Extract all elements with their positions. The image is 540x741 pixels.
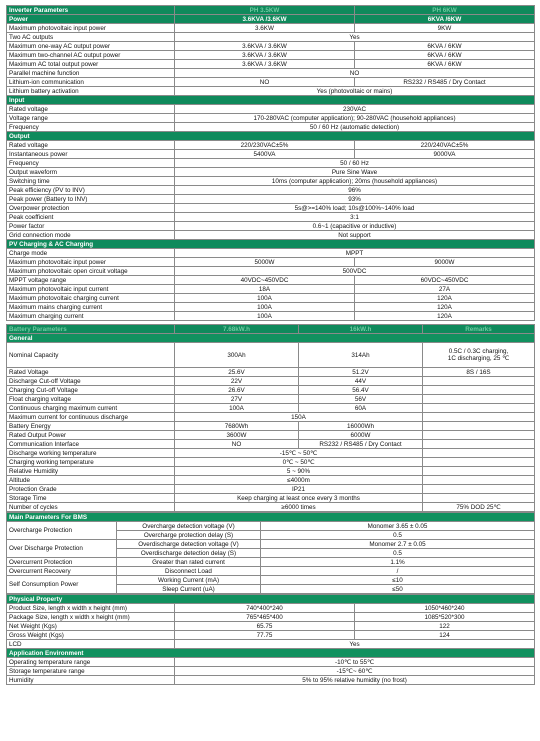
bms-parameter: Working Current (mA) — [117, 576, 261, 585]
table-row — [7, 622, 535, 631]
parameter-value: 18A — [175, 285, 355, 294]
parameter-value: Yes — [175, 640, 535, 649]
section-title: Power — [7, 15, 175, 24]
parameter-label: Grid connection mode — [7, 231, 175, 240]
parameter-value: NO — [175, 78, 355, 87]
table-row — [7, 267, 535, 276]
parameter-value: 25.6V — [175, 368, 299, 377]
parameter-value: 5s@>=140% load; 10s@100%~140% load — [175, 204, 535, 213]
bms-group-label: Overcurrent Recovery — [7, 567, 117, 576]
parameter-label: Nominal Capacity — [7, 343, 175, 368]
parameter-label: Battery Energy — [7, 422, 175, 431]
model-ph-3-5kw-header: PH 3.5KW — [175, 6, 355, 15]
parameter-value: 27V — [175, 395, 299, 404]
parameter-label: Storage temperature range — [7, 667, 175, 676]
table-row — [7, 476, 535, 485]
bms-value: 0.5 — [261, 549, 535, 558]
parameter-label: Maximum photovoltaic charging current — [7, 294, 175, 303]
table-row — [7, 458, 535, 467]
remarks-cell — [423, 485, 535, 494]
table-row — [7, 177, 535, 186]
parameter-label: Charge mode — [7, 249, 175, 258]
bms-group-label: Self Consumption Power — [7, 576, 117, 594]
parameter-value: 124 — [355, 631, 535, 640]
table-row — [7, 576, 535, 585]
table-row — [7, 105, 535, 114]
parameter-value: 6000W — [299, 431, 423, 440]
table-row — [7, 343, 535, 368]
parameter-label: Charging working temperature — [7, 458, 175, 467]
table-row — [7, 276, 535, 285]
parameter-value: 50 / 60 Hz (automatic detection) — [175, 123, 535, 132]
bms-value: ≤50 — [261, 585, 535, 594]
parameter-label: Discharge working temperature — [7, 449, 175, 458]
section-title: General — [7, 334, 535, 343]
parameter-value: 120A — [355, 312, 535, 321]
parameter-value: 170-280VAC (computer application); 90-280VAC (household appliances) — [175, 114, 535, 123]
parameter-label: Parallel machine function — [7, 69, 175, 78]
parameter-value: 3.6KVA / 3.6KW — [175, 60, 355, 69]
parameter-value: 77.75 — [175, 631, 355, 640]
remarks-cell — [423, 395, 535, 404]
bms-group-label: Overcharge Protection — [7, 522, 117, 540]
table-row — [7, 413, 535, 422]
section-value: 3.6KVA /3.6KW — [175, 15, 355, 24]
section-title: Output — [7, 132, 535, 141]
parameter-value: 5 ~ 90% — [175, 467, 423, 476]
table-row — [7, 285, 535, 294]
parameter-label: Voltage range — [7, 114, 175, 123]
table-row — [7, 186, 535, 195]
table-row — [7, 87, 535, 96]
parameter-value: 60VDC~450VDC — [355, 276, 535, 285]
parameter-value: ≤4000m — [175, 476, 423, 485]
table-row — [7, 222, 535, 231]
table-row — [7, 368, 535, 377]
remark-line: 0.5C / 0.3C charging, — [448, 348, 509, 355]
parameter-value: 40VDC~450VDC — [175, 276, 355, 285]
parameter-value: 220/230VAC±5% — [175, 141, 355, 150]
remarks-cell — [423, 467, 535, 476]
parameter-label: Net Weight (Kgs) — [7, 622, 175, 631]
section-row — [7, 334, 535, 343]
parameter-value: 100A — [175, 294, 355, 303]
parameter-value: -15℃ ~ 50℃ — [175, 449, 423, 458]
table-row — [7, 123, 535, 132]
section-title: Physical Property — [7, 595, 535, 604]
table-row — [7, 204, 535, 213]
parameter-value: 60A — [299, 404, 423, 413]
parameter-label: Humidity — [7, 676, 175, 685]
bms-parameter: Sleep Current (uA) — [117, 585, 261, 594]
table-row — [7, 114, 535, 123]
parameter-value: 100A — [175, 303, 355, 312]
parameter-label: Lithium-ion communication — [7, 78, 175, 87]
parameter-label: Overpower protection — [7, 204, 175, 213]
battery-header-label: Battery Parameters — [7, 325, 175, 334]
parameter-label: Communication Interface — [7, 440, 175, 449]
parameter-value: 120A — [355, 294, 535, 303]
parameter-label: Rated Voltage — [7, 368, 175, 377]
section-row — [7, 96, 535, 105]
table-row — [7, 558, 535, 567]
parameter-label: Maximum photovoltaic input power — [7, 258, 175, 267]
parameter-value: 93% — [175, 195, 535, 204]
bms-header-row — [7, 513, 535, 522]
table-row — [7, 676, 535, 685]
parameter-value: 6KVA / 6KW — [355, 60, 535, 69]
bms-value: Monomer 3.65 ± 0.05 — [261, 522, 535, 531]
table-row — [7, 33, 535, 42]
bms-parameter: Disconnect Load — [117, 567, 261, 576]
parameter-value: 51.2V — [299, 368, 423, 377]
table-row — [7, 440, 535, 449]
table-row — [7, 431, 535, 440]
remarks-cell — [423, 449, 535, 458]
remarks-cell — [423, 431, 535, 440]
bms-parameter: Overdischarge detection voltage (V) — [117, 540, 261, 549]
physical-header-row — [7, 595, 535, 604]
parameter-label: Two AC outputs — [7, 33, 175, 42]
parameter-label: Maximum current for continuous discharge — [7, 413, 175, 422]
parameter-label: Relative Humidity — [7, 467, 175, 476]
parameter-value: 5000W — [175, 258, 355, 267]
parameter-value: 0.6~1 (capacitive or inductive) — [175, 222, 535, 231]
table-row — [7, 494, 535, 503]
table-row — [7, 667, 535, 676]
table-row — [7, 377, 535, 386]
parameter-label: Discharge Cut-off Voltage — [7, 377, 175, 386]
parameter-value: 56V — [299, 395, 423, 404]
parameter-label: Rated Output Power — [7, 431, 175, 440]
parameter-label: Maximum AC total output power — [7, 60, 175, 69]
table-row — [7, 467, 535, 476]
table-row — [7, 51, 535, 60]
table-row — [7, 485, 535, 494]
table-row — [7, 78, 535, 87]
table-row — [7, 168, 535, 177]
table-row — [7, 231, 535, 240]
table-row — [7, 258, 535, 267]
parameter-value: 3.6KVA / 3.6KW — [175, 42, 355, 51]
bms-parameter: Greater than rated current — [117, 558, 261, 567]
section-value: 6KVA /6KW — [355, 15, 535, 24]
bms-value: 1.1% — [261, 558, 535, 567]
table-row — [7, 658, 535, 667]
table-row — [7, 449, 535, 458]
parameter-value: 9000W — [355, 258, 535, 267]
bms-parameters-table — [6, 512, 535, 594]
parameter-label: Charging Cut-off Voltage — [7, 386, 175, 395]
parameter-value: 314Ah — [299, 343, 423, 368]
parameter-label: LCD — [7, 640, 175, 649]
parameter-value: Pure Sine Wave — [175, 168, 535, 177]
table-row — [7, 422, 535, 431]
section-title: Application Environment — [7, 649, 535, 658]
table-row — [7, 604, 535, 613]
inverter-header-row — [7, 6, 535, 15]
table-row — [7, 503, 535, 512]
parameter-value: 27A — [355, 285, 535, 294]
parameter-label: Product Size, length x width x height (mm) — [7, 604, 175, 613]
table-row — [7, 567, 535, 576]
parameter-label: MPPT voltage range — [7, 276, 175, 285]
parameter-value: 500VDC — [175, 267, 535, 276]
parameter-label: Continuous charging maximum current — [7, 404, 175, 413]
parameter-label: Power factor — [7, 222, 175, 231]
parameter-value: 5% to 95% relative humidity (no frost) — [175, 676, 535, 685]
table-row — [7, 249, 535, 258]
parameter-value: 100A — [175, 312, 355, 321]
inverter-parameters-table — [6, 5, 535, 321]
parameter-label: Frequency — [7, 123, 175, 132]
parameter-value: 65.75 — [175, 622, 355, 631]
table-row — [7, 141, 535, 150]
table-row — [7, 522, 535, 531]
table-row — [7, 312, 535, 321]
parameter-value: 44V — [299, 377, 423, 386]
parameter-label: Maximum one-way AC output power — [7, 42, 175, 51]
parameter-label: Peak efficiency (PV to INV) — [7, 186, 175, 195]
parameter-value: 96% — [175, 186, 535, 195]
remarks-cell — [423, 413, 535, 422]
parameter-value: ≥6000 times — [175, 503, 423, 512]
parameter-value: Yes (photovoltaic or mains) — [175, 87, 535, 96]
remarks-cell — [423, 404, 535, 413]
parameter-label: Frequency — [7, 159, 175, 168]
parameter-label: Peak coefficient — [7, 213, 175, 222]
parameter-value: 220/240VAC±5% — [355, 141, 535, 150]
parameter-label: Maximum photovoltaic input power — [7, 24, 175, 33]
parameter-value: 765*465*400 — [175, 613, 355, 622]
remarks-cell — [423, 458, 535, 467]
parameter-value: -10℃ to 55℃ — [175, 658, 535, 667]
parameter-value: 3.6KVA / 3.6KW — [175, 51, 355, 60]
table-row — [7, 540, 535, 549]
parameter-label: Instantaneous power — [7, 150, 175, 159]
parameter-value: 7680Wh — [175, 422, 299, 431]
table-row — [7, 60, 535, 69]
model-ph-6kw-header: PH 6KW — [355, 6, 535, 15]
table-row — [7, 613, 535, 622]
battery-7-68kwh-header: 7.68kW.h — [175, 325, 299, 334]
parameter-label: Lithium battery activation — [7, 87, 175, 96]
parameter-value: -15℃~ 60℃ — [175, 667, 535, 676]
section-title: PV Charging & AC Charging — [7, 240, 535, 249]
parameter-label: Gross Weight (Kgs) — [7, 631, 175, 640]
parameter-value: 122 — [355, 622, 535, 631]
parameter-value: Yes — [175, 33, 535, 42]
parameter-label: Protection Grade — [7, 485, 175, 494]
inverter-header-label: Inverter Parameters — [7, 6, 175, 15]
bms-value: 0.5 — [261, 531, 535, 540]
bms-parameter: Overdischarge detection delay (S) — [117, 549, 261, 558]
parameter-label: Number of cycles — [7, 503, 175, 512]
parameter-value: 230VAC — [175, 105, 535, 114]
remarks-cell — [423, 494, 535, 503]
remarks-cell — [423, 440, 535, 449]
parameter-label: Rated voltage — [7, 141, 175, 150]
parameter-value: 5400VA — [175, 150, 355, 159]
table-row — [7, 631, 535, 640]
table-row — [7, 294, 535, 303]
parameter-value: 10ms (computer application); 20ms (household appliances) — [175, 177, 535, 186]
remark-line: 1C discharging, 25 ℃ — [447, 355, 510, 362]
parameter-value: 16000Wh — [299, 422, 423, 431]
remarks-cell — [423, 476, 535, 485]
parameter-value: 100A — [175, 404, 299, 413]
parameter-label: Peak power (Battery to INV) — [7, 195, 175, 204]
parameter-value: MPPT — [175, 249, 535, 258]
remarks-cell: 8S / 16S — [423, 368, 535, 377]
section-row — [7, 132, 535, 141]
remarks-cell — [423, 422, 535, 431]
parameter-value: 3.6KW — [175, 24, 355, 33]
battery-header-row — [7, 325, 535, 334]
parameter-value: 22V — [175, 377, 299, 386]
parameter-value: NO — [175, 440, 299, 449]
parameter-label: Maximum photovoltaic open circuit voltage — [7, 267, 175, 276]
bms-value: / — [261, 567, 535, 576]
section-title: Main Parameters For BMS — [7, 513, 535, 522]
parameter-label: Maximum two-channel AC output power — [7, 51, 175, 60]
bms-value: ≤10 — [261, 576, 535, 585]
parameter-value: 1050*460*240 — [355, 604, 535, 613]
parameter-value: 3:1 — [175, 213, 535, 222]
parameter-value: 0℃ ~ 50℃ — [175, 458, 423, 467]
parameter-value: 3600W — [175, 431, 299, 440]
bms-value: Monomer 2.7 ± 0.05 — [261, 540, 535, 549]
parameter-value: 1085*520*300 — [355, 613, 535, 622]
parameter-value: IP21 — [175, 485, 423, 494]
parameter-value: 56.4V — [299, 386, 423, 395]
battery-16kwh-header: 16kW.h — [299, 325, 423, 334]
parameter-value: 9000VA — [355, 150, 535, 159]
remarks-header: Remarks — [423, 325, 535, 334]
parameter-label: Maximum charging current — [7, 312, 175, 321]
parameter-label: Storage Time — [7, 494, 175, 503]
parameter-value: 120A — [355, 303, 535, 312]
bms-parameter: Overcharge detection voltage (V) — [117, 522, 261, 531]
parameter-label: Rated voltage — [7, 105, 175, 114]
bms-group-label: Overcurrent Protection — [7, 558, 117, 567]
table-row — [7, 386, 535, 395]
parameter-value: 50 / 60 Hz — [175, 159, 535, 168]
table-row — [7, 640, 535, 649]
parameter-value: 9KW — [355, 24, 535, 33]
physical-property-table — [6, 594, 535, 685]
parameter-label: Package Size, length x width x height (mm) — [7, 613, 175, 622]
table-row — [7, 395, 535, 404]
bms-parameter: Overcharge protection delay (S) — [117, 531, 261, 540]
table-row — [7, 42, 535, 51]
section-title: Input — [7, 96, 535, 105]
parameter-value: RS232 / RS485 / Dry Contact — [355, 78, 535, 87]
parameter-label: Float charging voltage — [7, 395, 175, 404]
table-row — [7, 159, 535, 168]
bms-group-label: Over Discharge Protection — [7, 540, 117, 558]
parameter-label: Output waveform — [7, 168, 175, 177]
parameter-value: 300Ah — [175, 343, 299, 368]
remarks-cell: 75% DOD 25℃ — [423, 503, 535, 512]
parameter-value: RS232 / RS485 / Dry Contact — [299, 440, 423, 449]
parameter-value: 26.6V — [175, 386, 299, 395]
parameter-value: 6KVA / 6KW — [355, 51, 535, 60]
parameter-value: Not support — [175, 231, 535, 240]
remarks-cell — [423, 386, 535, 395]
table-row — [7, 303, 535, 312]
table-row — [7, 150, 535, 159]
parameter-value: NO — [175, 69, 535, 78]
section-row — [7, 240, 535, 249]
remarks-cell — [423, 343, 535, 368]
table-row — [7, 195, 535, 204]
table-row — [7, 69, 535, 78]
table-row — [7, 24, 535, 33]
parameter-label: Operating temperature range — [7, 658, 175, 667]
parameter-value: 150A — [175, 413, 423, 422]
parameter-value: 740*400*240 — [175, 604, 355, 613]
spec-sheet — [6, 5, 534, 685]
table-row — [7, 213, 535, 222]
section-row — [7, 15, 535, 24]
parameter-label: Switching time — [7, 177, 175, 186]
parameter-label: Altitude — [7, 476, 175, 485]
table-row — [7, 404, 535, 413]
parameter-label: Maximum mains charging current — [7, 303, 175, 312]
environment-header-row — [7, 649, 535, 658]
parameter-value: 6KVA / 6KW — [355, 42, 535, 51]
parameter-value: Keep charging at least once every 3 months — [175, 494, 423, 503]
parameter-label: Maximum photovoltaic input current — [7, 285, 175, 294]
remarks-cell — [423, 377, 535, 386]
battery-parameters-table — [6, 324, 535, 512]
